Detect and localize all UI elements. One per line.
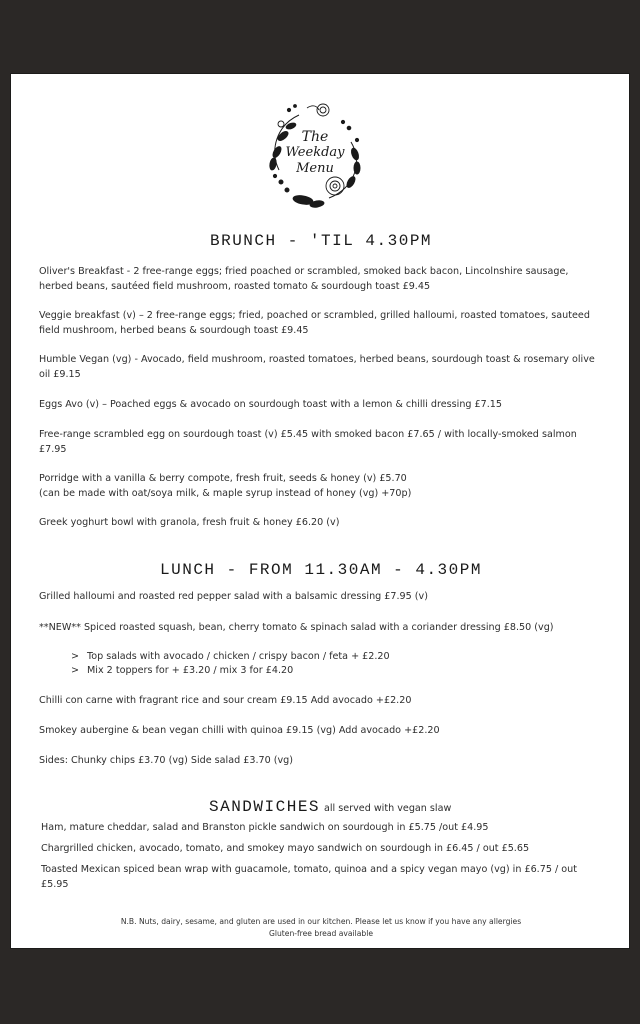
sandwiches-title: SANDWICHES	[209, 798, 321, 816]
logo-line-2: Weekday	[285, 145, 345, 160]
brunch-item-scrambled-egg: Free-range scrambled egg on sourdough toast (v) £5.45 with smoked bacon £7.65 / with locally-smoked salmon £7.95	[39, 429, 577, 455]
logo-line-1: The	[301, 129, 329, 145]
menu-page	[10, 73, 630, 949]
weekday-menu-logo	[259, 100, 371, 212]
brunch-heading: BRUNCH - 'TIL 4.30PM	[209, 232, 433, 250]
brunch-item-veggie-breakfast: Veggie breakfast (v) – 2 free-range eggs; fried, poached or scrambled, grilled halloumi, roasted tomatoes, sauteed field mushroom, herbed beans & sourdough toast £9.45	[39, 310, 590, 336]
lunch-item-squash-salad: **NEW** Spiced roasted squash, bean, cherry tomato & spinach salad with a coriander dressing £8.50 (vg)	[39, 622, 554, 633]
salad-topper-option	[71, 650, 571, 663]
sandwiches-subtitle: all served with vegan slaw	[324, 803, 452, 814]
lunch-item-halloumi-salad: Grilled halloumi and roasted red pepper salad with a balsamic dressing £7.95 (v)	[39, 591, 428, 602]
salad-topper-text: Top salads with avocado / chicken / crispy bacon / feta + £2.20	[87, 651, 390, 662]
arrow-icon: >	[71, 651, 80, 662]
brunch-item-greek-yoghurt: Greek yoghurt bowl with granola, fresh fruit & honey £6.20 (v)	[39, 517, 340, 528]
allergy-note: N.B. Nuts, dairy, sesame, and gluten are used in our kitchen. Please let us know if you have any allergies	[120, 917, 522, 926]
sandwich-item-ham-cheddar: Ham, mature cheddar, salad and Branston pickle sandwich on sourdough in £5.75 /out £4.95	[41, 822, 489, 833]
sandwich-item-chargrilled-chicken: Chargrilled chicken, avocado, tomato, and smokey mayo sandwich on sourdough in £6.45 / out £5.65	[41, 843, 530, 854]
sandwich-item-mexican-wrap: Toasted Mexican spiced bean wrap with guacamole, tomato, quinoa and a spicy vegan mayo (vg) in £6.75 / out £5.95	[41, 864, 577, 890]
brunch-item-humble-vegan: Humble Vegan (vg) - Avocado, field mushroom, roasted tomatoes, herbed beans, sourdough toast & rosemary olive oil £9.15	[39, 354, 595, 380]
brunch-item-porridge-note: (can be made with oat/soya milk, & maple syrup instead of honey (vg) +70p)	[39, 488, 412, 499]
brunch-item-olivers-breakfast: Oliver's Breakfast - 2 free-range eggs; fried poached or scrambled, smoked back bacon, Lincolnshire sausage, herbed beans, sautéed field mushroom, roasted tomato & sourdough toast £9.45	[39, 266, 569, 292]
brunch-item-porridge: Porridge with a vanilla & berry compote, fresh fruit, seeds & honey (v) £5.70	[39, 473, 407, 484]
logo-line-3: Menu	[296, 161, 334, 176]
salad-mix-option	[71, 664, 571, 677]
brunch-item-eggs-avo: Eggs Avo (v) – Poached eggs & avocado on sourdough toast with a lemon & chilli dressing £7.15	[39, 399, 503, 410]
lunch-heading: LUNCH - FROM 11.30AM - 4.30PM	[160, 561, 482, 579]
lunch-item-chilli-con-carne: Chilli con carne with fragrant rice and sour cream £9.15 Add avocado +£2.20	[39, 695, 412, 706]
gluten-free-note: Gluten-free bread available	[268, 929, 373, 938]
lunch-item-vegan-chilli: Smokey aubergine & bean vegan chilli with quinoa £9.15 (vg) Add avocado +£2.20	[39, 725, 440, 736]
arrow-icon: >	[71, 665, 80, 676]
sandwiches-heading	[209, 796, 451, 816]
lunch-item-sides: Sides: Chunky chips £3.70 (vg) Side salad £3.70 (vg)	[39, 755, 294, 766]
salad-mix-text: Mix 2 toppers for + £3.20 / mix 3 for £4.20	[87, 665, 294, 676]
